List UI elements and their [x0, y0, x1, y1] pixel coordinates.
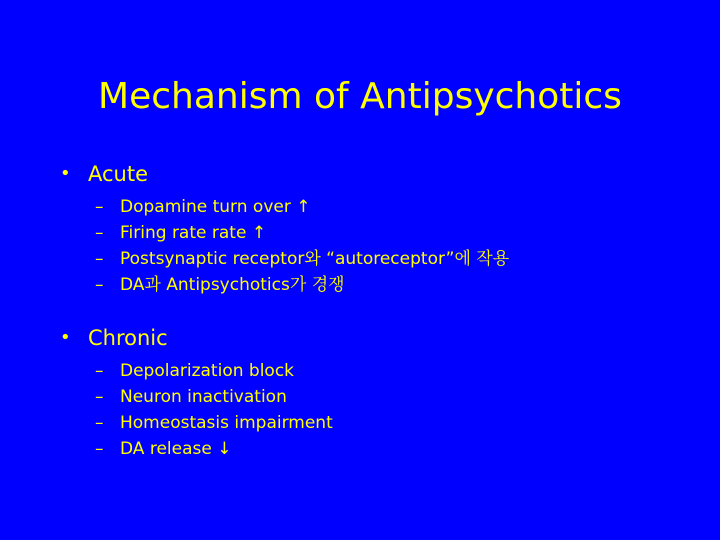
sub-item-label: Homeostasis impairment	[120, 413, 333, 433]
bullet-label-chronic: Chronic	[88, 326, 168, 350]
dash-icon: –	[95, 197, 104, 217]
bullet-acute	[60, 158, 700, 190]
bullet-dot-icon: •	[60, 163, 71, 184]
sub-item-label: DA과 Antipsychotics가 경쟁	[120, 275, 345, 295]
sub-item	[60, 246, 700, 272]
bullet-chronic	[60, 322, 700, 354]
dash-icon: –	[95, 439, 104, 459]
sub-item-label: Depolarization block	[120, 361, 295, 381]
section-chronic	[60, 322, 700, 462]
chronic-sub-list	[60, 358, 700, 462]
sub-item-label: Postsynaptic receptor와 “autoreceptor”에 작용	[120, 249, 510, 269]
sub-item	[60, 384, 700, 410]
bullet-label-acute: Acute	[88, 162, 149, 186]
dash-icon: –	[95, 249, 104, 269]
sub-item	[60, 358, 700, 384]
slide-title: Mechanism of Antipsychotics	[98, 76, 622, 117]
sub-item-label: DA release ↓	[120, 439, 232, 459]
dash-icon: –	[95, 361, 104, 381]
section-acute	[60, 158, 700, 298]
sub-item	[60, 436, 700, 462]
sub-item	[60, 220, 700, 246]
dash-icon: –	[95, 223, 104, 243]
sub-item-label: Neuron inactivation	[120, 387, 287, 407]
bullet-dot-icon: •	[60, 327, 71, 348]
sub-item-label: Firing rate rate ↑	[120, 223, 267, 243]
dash-icon: –	[95, 387, 104, 407]
sub-item	[60, 410, 700, 436]
sub-item	[60, 272, 700, 298]
acute-sub-list	[60, 194, 700, 298]
dash-icon: –	[95, 275, 104, 295]
sub-item	[60, 194, 700, 220]
sub-item-label: Dopamine turn over ↑	[120, 197, 311, 217]
dash-icon: –	[95, 413, 104, 433]
